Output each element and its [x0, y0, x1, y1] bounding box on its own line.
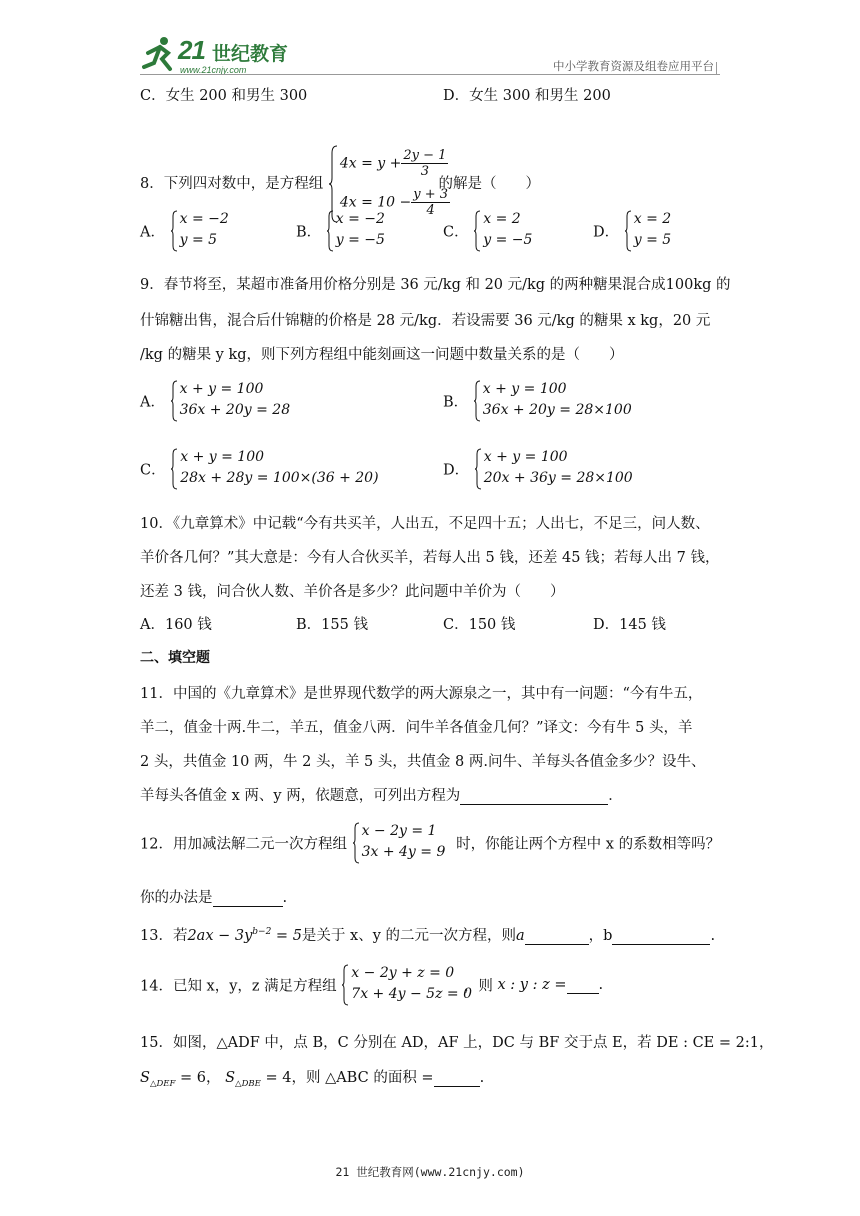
- q9-option-c: [140, 448, 390, 490]
- q14-answer-blank[interactable]: [567, 977, 599, 994]
- q8-eq2-den: 4: [426, 203, 435, 218]
- q15-end: .: [479, 1070, 485, 1086]
- q9-line1: 9．春节将至，某超市准备用价格分别是 36 元/kg 和 20 元/kg 的两种糖果混合成100kg 的: [140, 277, 731, 293]
- q10-option-a: A．160 钱: [140, 617, 212, 633]
- q8-eq1-den: 3: [420, 164, 430, 179]
- q13-middle: 是关于 x、y 的二元一次方程，则: [301, 928, 517, 944]
- q8-option-c-l2: y = −5: [483, 232, 533, 248]
- q10-line3: 还差 3 钱，问合伙人数、羊价各是多少？此问题中羊价为（ ）: [140, 584, 565, 600]
- q12-line2-text: 你的办法是: [140, 890, 213, 906]
- q14-end: .: [598, 977, 604, 993]
- brace-icon: [341, 964, 349, 1006]
- brace-icon: [473, 380, 481, 422]
- q15-area-s2-value: = 4，则: [260, 1070, 321, 1086]
- brace-icon: [624, 210, 632, 252]
- q12-answer-blank[interactable]: [213, 890, 283, 907]
- q11-line4: [140, 784, 623, 805]
- q9-line2: 什锦糖出售，混合后什锦糖的价格是 28 元/kg．若设需要 36 元/kg 的糖果 x kg，20 元: [140, 313, 711, 329]
- q12-line2-end: .: [282, 890, 288, 906]
- q9-option-a-l1: x + y = 100: [179, 381, 264, 397]
- q8-option-d-system: [624, 210, 694, 252]
- q13-end: .: [710, 928, 716, 944]
- q8-option-b-l1: x = −2: [335, 211, 385, 227]
- q9-option-b-l2: 36x + 20y = 28×100: [482, 402, 632, 418]
- q14-system: [341, 964, 472, 1006]
- q15-area-s1: S: [140, 1070, 150, 1086]
- q9-option-a-l2: 36x + 20y = 28: [179, 402, 291, 418]
- brace-icon: [352, 822, 360, 864]
- page-footer: 21 世纪教育网(www.21cnjy.com): [335, 1165, 525, 1179]
- brace-icon: [170, 210, 178, 252]
- q8-option-d-l2: y = 5: [633, 232, 672, 248]
- q13-var-b: ，b: [588, 928, 613, 944]
- q8-option-a-system: [170, 210, 240, 252]
- q15-line2: [140, 1066, 484, 1089]
- q9-line3: /kg 的糖果 y kg，则下列方程组中能刻画这一问题中数量关系的是（ ）: [140, 347, 624, 363]
- platform-title: 中小学教育资源及组卷应用平台: [553, 59, 714, 73]
- q8-stem-b: 的解是（ ）: [438, 176, 540, 192]
- q11-line2: 羊二，值金十两.牛二，羊五，值金八两．问牛羊各值金几何？”译文：今有牛 5 头，羊: [140, 720, 693, 736]
- brace-icon: [170, 380, 178, 422]
- q8-eq2-left: 4x = 10 −: [339, 194, 412, 211]
- logo-url: www.21cnjy.com: [180, 65, 247, 75]
- q10-option-c: C．150 钱: [443, 617, 516, 633]
- q8-option-d-l1: x = 2: [633, 211, 672, 227]
- runner-logo-icon: [140, 35, 180, 73]
- q13-exponent: b−2: [252, 927, 272, 938]
- q8-option-b-label: B．: [296, 224, 322, 241]
- q14-eq2: 7x + 4y − 5z = 0: [351, 986, 472, 1002]
- q10-option-d: D．145 钱: [593, 617, 666, 633]
- q8-option-a-l2: y = 5: [179, 232, 218, 248]
- q8-option-b-l2: y = −5: [335, 232, 385, 248]
- q8-option-c-system: [473, 210, 549, 252]
- q15-area-s1-value: = 6，: [175, 1070, 221, 1086]
- brace-icon: [473, 210, 481, 252]
- q14-prefix: 14．已知 x，y，z 满足方程组: [140, 978, 337, 995]
- q14-stem: [140, 964, 603, 1006]
- q9-option-a-label: A．: [140, 394, 165, 411]
- q11-line1: 11．中国的《九章算术》是世界现代数学的两大源泉之一，其中有一问题：“今有牛五，: [140, 686, 703, 702]
- q8-eq2-num: y + 3: [413, 187, 449, 202]
- q15-line1: 15．如图，△ADF 中，点 B，C 分别在 AD，AF 上，DC 与 BF 交于点 E，若 DE : CE = 2:1，: [140, 1035, 774, 1051]
- q8-option-d: [593, 210, 694, 252]
- q9-option-a-system: [170, 380, 300, 422]
- q9-option-c-l1: x + y = 100: [180, 449, 265, 465]
- q9-option-d: [443, 448, 644, 490]
- q13-expr: 2ax − 3y: [187, 928, 253, 944]
- q9-option-d-system: [474, 448, 644, 490]
- q7-option-c: C．女生 200 和男生 300: [140, 88, 308, 104]
- q12-stem: [140, 822, 720, 864]
- q8-eq1-num: 2y − 1: [403, 148, 447, 163]
- q9-option-c-l2: 28x + 28y = 100×(36 + 20): [180, 470, 379, 486]
- q9-option-b-label: B．: [443, 394, 469, 411]
- logo-name: 世纪教育: [212, 43, 289, 65]
- header-divider: [140, 74, 720, 75]
- q13-stem: [140, 924, 715, 945]
- q11-line4-text: 羊每头各值金 x 两、y 两，依题意，可列出方程为: [140, 788, 461, 804]
- q7-option-d: D．女生 300 和男生 200: [443, 88, 611, 104]
- q12-eq2: 3x + 4y = 9: [361, 844, 446, 860]
- q15-area-s2-sub: △DBE: [235, 1078, 261, 1089]
- q9-option-d-l1: x + y = 100: [483, 449, 568, 465]
- header-tick: [716, 62, 717, 74]
- q8-option-c-label: C．: [443, 224, 469, 241]
- q14-ratio: x : y : z =: [497, 977, 567, 993]
- q13-var-a: a: [516, 928, 525, 944]
- q9-option-d-label: D．: [443, 462, 470, 479]
- q9-option-c-label: C．: [140, 462, 166, 479]
- q9-option-d-l2: 20x + 36y = 28×100: [483, 470, 633, 486]
- q11-answer-blank[interactable]: [460, 788, 608, 805]
- q8-option-b: [296, 210, 402, 252]
- q8-option-d-label: D．: [593, 224, 620, 241]
- q8-eq1-left: 4x = y +: [339, 155, 402, 172]
- q8-eq1: [340, 148, 449, 179]
- site-logo: [140, 35, 289, 75]
- q8-option-c: [443, 210, 549, 252]
- q13-prefix: 13．若: [140, 928, 188, 944]
- q8-eq1-frac: [401, 148, 448, 179]
- q9-option-b-l1: x + y = 100: [482, 381, 567, 397]
- q10-line2: 羊价各几何？”其大意是：今有人合伙买羊，若每人出 5 钱，还差 45 钱；若每人出 7 钱，: [140, 550, 720, 566]
- brace-icon: [326, 210, 334, 252]
- q8-option-a-label: A．: [140, 224, 165, 241]
- q12-system: [352, 822, 452, 864]
- q10-option-b: B．155 钱: [296, 617, 368, 633]
- q15-area-s2: S: [225, 1070, 236, 1086]
- q9-option-b-system: [473, 380, 643, 422]
- brace-icon: [170, 448, 178, 490]
- q9-option-c-system: [170, 448, 390, 490]
- q8-option-a: [140, 210, 240, 252]
- section-heading: 二、填空题: [140, 650, 210, 666]
- q10-line1: 10．《九章算术》中记载“今有共买羊，人出五，不足四十五；人出七，不足三，问人数、: [140, 516, 710, 532]
- q9-option-a: [140, 380, 300, 422]
- q8-option-c-l1: x = 2: [483, 211, 521, 227]
- q12-eq1: x − 2y = 1: [361, 823, 437, 839]
- q15-area-s1-sub: △DEF: [149, 1078, 176, 1089]
- brace-icon: [474, 448, 482, 490]
- q14-eq1: x − 2y + z = 0: [351, 965, 455, 981]
- q12-line2: [140, 886, 287, 907]
- q8-stem-a: 8．下列四对数中，是方程组: [140, 176, 324, 192]
- q11-line3: 2 头，共值金 10 两，牛 2 头，羊 5 头，共值金 8 两.问牛、羊每头各值金多少？设牛、: [140, 754, 706, 770]
- q8-option-b-system: [326, 210, 402, 252]
- q14-then: ，则: [463, 978, 493, 995]
- q15-tail: △ABC 的面积 =: [325, 1070, 434, 1086]
- q8-option-a-l1: x = −2: [179, 211, 229, 227]
- q9-option-b: [443, 380, 643, 422]
- q12-stem-b: 时，你能让两个方程中 x 的系数相等吗？: [456, 836, 721, 853]
- logo-number: 21: [178, 35, 205, 65]
- q15-answer-blank[interactable]: [434, 1070, 480, 1087]
- q13-blank-a[interactable]: [525, 928, 589, 945]
- q13-blank-b[interactable]: [612, 928, 710, 945]
- q13-expr2: = 5: [271, 928, 302, 944]
- q12-stem-a: 12．用加减法解二元一次方程组: [140, 836, 347, 853]
- q11-line4-end: ．: [608, 788, 623, 804]
